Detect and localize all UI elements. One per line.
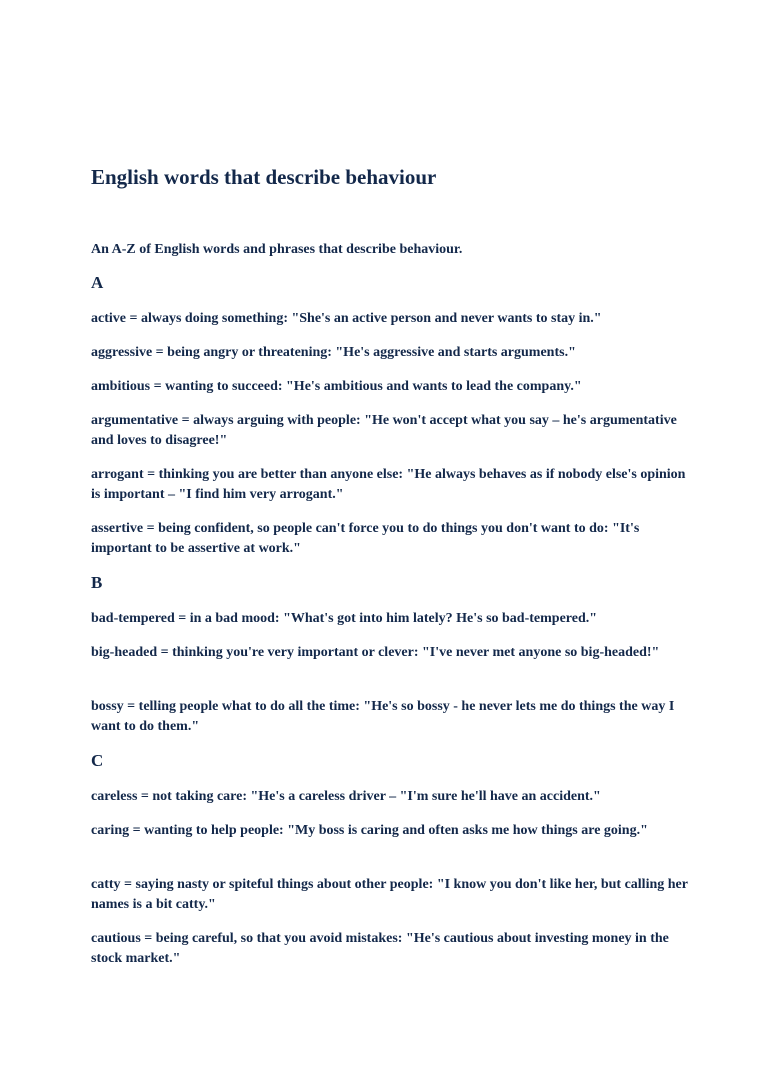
- section-heading-b: B: [91, 573, 103, 592]
- entry-active: active = always doing something: "She's an active person and never wants to stay in.": [91, 311, 602, 326]
- entry-arrogant: arrogant = thinking you are better than anyone else: "He always behaves as if nobody else's opinion is important – "I find him very arrogant.": [91, 467, 686, 502]
- entry-bossy: bossy = telling people what to do all the time: "He's so bossy - he never lets me do things the way I want to do them.": [91, 699, 675, 734]
- entry-cautious: cautious = being careful, so that you avoid mistakes: "He's cautious about investing money in the stock market.": [91, 931, 669, 966]
- entry-catty: catty = saying nasty or spiteful things about other people: "I know you don't like her, but calling her names is a bit catty.": [91, 877, 688, 912]
- entry-careless: careless = not taking care: "He's a careless driver – "I'm sure he'll have an accident.": [91, 789, 601, 804]
- entry-ambitious: ambitious = wanting to succeed: "He's ambitious and wants to lead the company.": [91, 379, 582, 394]
- entry-bad-tempered: bad-tempered = in a bad mood: "What's got into him lately? He's so bad-tempered.": [91, 611, 598, 626]
- page-title: English words that describe behaviour: [91, 165, 437, 189]
- entry-big-headed: big-headed = thinking you're very important or clever: "I've never met anyone so big-headed!": [91, 645, 660, 660]
- entry-assertive: assertive = being confident, so people can't force you to do things you don't want to do: "It's important to be assertive at work.": [91, 521, 640, 556]
- section-heading-c: C: [91, 751, 104, 770]
- entry-aggressive: aggressive = being angry or threatening: "He's aggressive and starts arguments.": [91, 345, 576, 360]
- section-heading-a: A: [91, 273, 104, 292]
- entry-argumentative: argumentative = always arguing with people: "He won't accept what you say – he's argumentative and loves to disagree!": [91, 413, 677, 448]
- document-body: [91, 162, 691, 983]
- intro-text: An A-Z of English words and phrases that describe behaviour.: [91, 242, 463, 257]
- entry-caring: caring = wanting to help people: "My boss is caring and often asks me how things are going.": [91, 823, 648, 838]
